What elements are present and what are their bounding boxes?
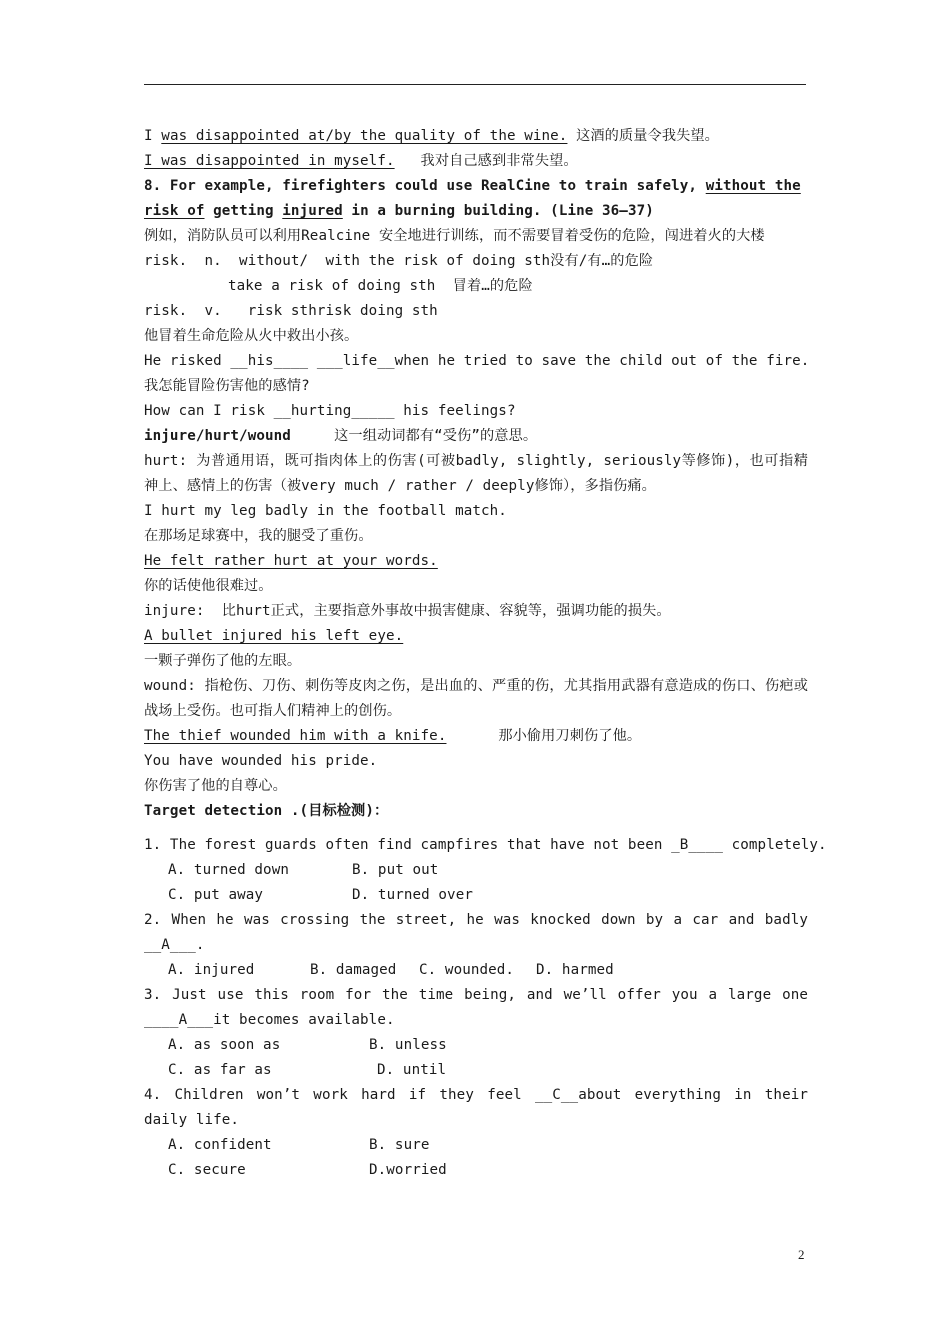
option-row bbox=[144, 1158, 808, 1183]
chinese-line: 我怎能冒险伤害他的感情? bbox=[144, 378, 310, 394]
underlined-example: was disappointed at/by the quality of the wine. bbox=[161, 128, 568, 144]
example-line: A bullet injured his left eye. bbox=[144, 628, 404, 644]
example-line: I was disappointed in myself. 我对自己感到非常失望。 bbox=[144, 153, 578, 169]
chinese-line: 他冒着生命危险从火中救出小孩。 bbox=[144, 328, 359, 344]
option: B. sure bbox=[369, 1137, 430, 1153]
option: D. turned over bbox=[352, 887, 473, 903]
example-line: He felt rather hurt at your words. bbox=[144, 553, 438, 569]
question-stem: 3. Just use this room for the time being, and we’ll offer you a large one ____A___it becomes available. bbox=[144, 987, 808, 1028]
option: A. injured bbox=[168, 962, 255, 978]
example-line: I hurt my leg badly in the football match. bbox=[144, 503, 507, 519]
page-number: 2 bbox=[798, 1247, 805, 1262]
option: D.worried bbox=[369, 1162, 447, 1178]
option-row bbox=[144, 1033, 808, 1058]
option: D. until bbox=[377, 1062, 447, 1078]
item-8-heading-cont: risk of getting injured in a burning building. (Line 36—37) bbox=[144, 203, 654, 219]
option: B. damaged bbox=[310, 962, 397, 978]
option: A. turned down bbox=[168, 862, 289, 878]
question-stem: 1. The forest guards often find campfires that have not been _B____ completely. bbox=[144, 837, 827, 853]
question-stem: 2. When he was crossing the street, he was knocked down by a car and badly __A___. bbox=[144, 912, 808, 953]
option: A. confident bbox=[168, 1137, 272, 1153]
underlined-example: I was disappointed in myself. bbox=[144, 153, 395, 169]
chinese-line: 一颗子弹伤了他的左眼。 bbox=[144, 653, 302, 669]
option: C. secure bbox=[168, 1162, 246, 1178]
option-row bbox=[144, 958, 808, 983]
option: B. put out bbox=[352, 862, 439, 878]
chinese-line: 你伤害了他的自尊心。 bbox=[144, 778, 287, 794]
option-row bbox=[144, 858, 808, 883]
question-stem: 4. Children won’t work hard if they feel __C__about everything in their daily life. bbox=[144, 1087, 808, 1128]
option: D. harmed bbox=[536, 962, 614, 978]
option: C. wounded. bbox=[419, 962, 515, 978]
option: C. put away bbox=[168, 887, 264, 903]
risk-verb-line: risk. v. risk sthrisk doing sth bbox=[144, 303, 438, 319]
example-line: How can I risk __hurting_____ his feelings? bbox=[144, 403, 516, 419]
option: B. unless bbox=[369, 1037, 447, 1053]
risk-phrase-line: take a risk of doing sth 冒着…的危险 bbox=[228, 278, 533, 294]
example-line: I was disappointed at/by the quality of the wine. 这酒的质量令我失望。 bbox=[144, 128, 719, 144]
hurt-definition: hurt: 为普通用语，既可指肉体上的伤害(可被badly, slightly, seriously等修饰)，也可指精神上、感情上的伤害（被very much / rather / deeply修饰），多指伤痛。 bbox=[144, 453, 808, 494]
option-row bbox=[144, 883, 808, 908]
injure-definition: injure: 比hurt正式，主要指意外事故中损害健康、容貌等，强调功能的损失。 bbox=[144, 603, 671, 619]
option-row bbox=[144, 1133, 808, 1158]
example-line: You have wounded his pride. bbox=[144, 753, 378, 769]
chinese-line: 你的话使他很难过。 bbox=[144, 578, 273, 594]
item-8-heading: 8. For example, firefighters could use RealCine to train safely, without the bbox=[144, 178, 801, 194]
wound-definition: wound: 指枪伤、刀伤、刺伤等皮肉之伤，是出血的、严重的伤，尤其指用武器有意造成的伤口、伤疤或战场上受伤。也可指人们精神上的创伤。 bbox=[144, 678, 808, 719]
option: A. as soon as bbox=[168, 1037, 281, 1053]
document-body bbox=[144, 124, 827, 1183]
chinese-line: 在那场足球赛中，我的腿受了重伤。 bbox=[144, 528, 373, 544]
translation-paragraph: 例如，消防队员可以利用Realcine 安全地进行训练，而不需要冒着受伤的危险，闯进着火的大楼 bbox=[144, 228, 765, 244]
option: C. as far as bbox=[168, 1062, 272, 1078]
vocab-group-heading: injure/hurt/wound 这一组动词都有“受伤”的意思。 bbox=[144, 428, 538, 444]
option-row bbox=[144, 1058, 808, 1083]
section-heading: Target detection .(目标检测)： bbox=[144, 803, 389, 819]
example-line: He risked __his____ ___life__when he tried to save the child out of the fire. bbox=[144, 353, 810, 369]
risk-noun-line: risk. n. without/ with the risk of doing sth没有/有…的危险 bbox=[144, 253, 654, 269]
header-rule bbox=[144, 84, 806, 85]
example-line: The thief wounded him with a knife. 那小偷用刀刺伤了他。 bbox=[144, 728, 642, 744]
